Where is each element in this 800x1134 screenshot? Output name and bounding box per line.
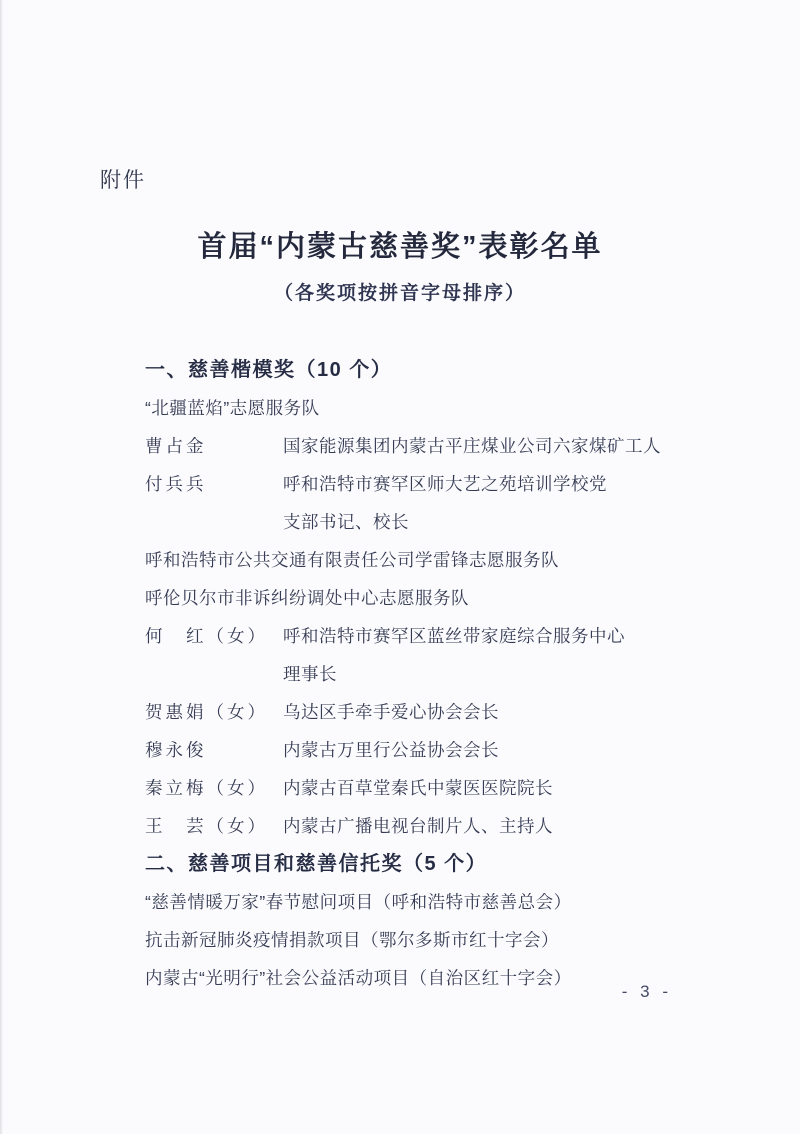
awardee-description-continued: 理事长 bbox=[283, 664, 337, 684]
awardee-name: 付兵兵 bbox=[145, 474, 207, 494]
scan-edge-artifact bbox=[0, 0, 3, 1134]
awardee-entry: 呼伦贝尔市非诉纠纷调处中心志愿服务队 bbox=[145, 588, 469, 608]
awardee-name: 王 芸（女） bbox=[145, 816, 268, 836]
list-row bbox=[145, 541, 665, 579]
awardee-description: 内蒙古万里行公益协会会长 bbox=[283, 740, 499, 760]
section-2-heading: 二、慈善项目和慈善信托奖（5 个） bbox=[145, 853, 488, 875]
awardee-entry: 呼和浩特市公共交通有限责任公司学雷锋志愿服务队 bbox=[145, 550, 559, 570]
page-number: - 3 - bbox=[621, 982, 672, 1001]
attachment-label: 附件 bbox=[100, 169, 146, 192]
awardee-description: 内蒙古百草堂秦氏中蒙医医院院长 bbox=[283, 778, 553, 798]
list-row bbox=[145, 465, 665, 503]
project-entry: 抗击新冠肺炎疫情捐款项目（鄂尔多斯市红十字会） bbox=[145, 930, 559, 950]
list-row-continuation bbox=[145, 503, 665, 541]
awardee-name: 何 红（女） bbox=[145, 626, 268, 646]
list-row bbox=[145, 769, 665, 807]
list-row bbox=[145, 427, 665, 465]
awardee-description: 呼和浩特市赛罕区师大艺之苑培训学校党 bbox=[283, 474, 607, 494]
awardee-name: 曹占金 bbox=[145, 436, 207, 456]
section-1-heading: 一、慈善楷模奖（10 个） bbox=[145, 359, 393, 381]
list-row bbox=[145, 617, 665, 655]
list-row-continuation bbox=[145, 655, 665, 693]
awardee-description: 内蒙古广播电视台制片人、主持人 bbox=[283, 816, 553, 836]
list-row bbox=[145, 731, 665, 769]
list-row bbox=[145, 959, 665, 997]
awardee-entry: “北疆蓝焰”志愿服务队 bbox=[145, 398, 320, 418]
list-row bbox=[145, 693, 665, 731]
list-row bbox=[145, 921, 665, 959]
name-column-spacer bbox=[145, 655, 283, 693]
awardee-description: 国家能源集团内蒙古平庄煤业公司六家煤矿工人 bbox=[283, 436, 661, 456]
awardee-name: 贺惠娟（女） bbox=[145, 702, 268, 722]
awardee-name: 穆永俊 bbox=[145, 740, 207, 760]
list-row bbox=[145, 579, 665, 617]
awardee-description: 呼和浩特市赛罕区蓝丝带家庭综合服务中心 bbox=[283, 626, 625, 646]
project-entry: 内蒙古“光明行”社会公益活动项目（自治区红十字会） bbox=[145, 968, 572, 988]
list-row bbox=[145, 807, 665, 845]
document-title: 首届“内蒙古慈善奖”表彰名单 bbox=[197, 231, 603, 263]
awardee-name: 秦立梅（女） bbox=[145, 778, 268, 798]
name-column-spacer bbox=[145, 503, 283, 541]
project-entry: “慈善情暖万家”春节慰问项目（呼和浩特市慈善总会） bbox=[145, 892, 572, 912]
list-row bbox=[145, 389, 665, 427]
awardee-description: 乌达区手牵手爱心协会会长 bbox=[283, 702, 499, 722]
awardee-description-continued: 支部书记、校长 bbox=[283, 512, 409, 532]
document-subtitle: （各奖项按拼音字母排序） bbox=[273, 283, 526, 304]
list-row bbox=[145, 883, 665, 921]
document-body bbox=[145, 351, 665, 997]
